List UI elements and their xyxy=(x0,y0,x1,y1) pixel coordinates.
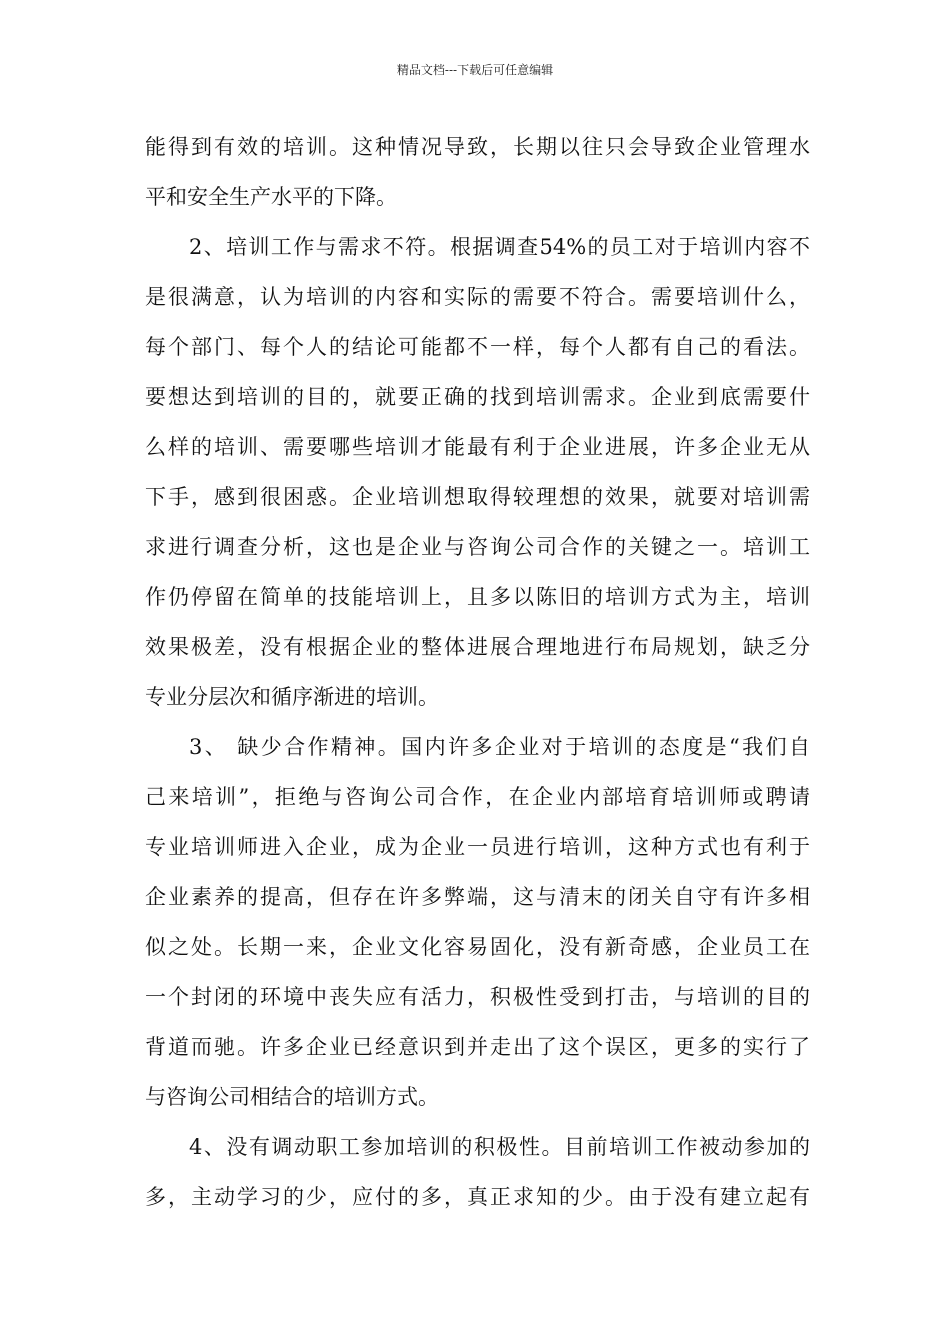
text-line: 多，主动学习的少，应付的多，真正求知的少。由于没有建立起有 xyxy=(145,1185,810,1209)
text-line: 一个封闭的环境中丧失应有活力，积极性受到打击，与培训的目的 xyxy=(145,985,810,1009)
text-line: 似之处。长期一来，企业文化容易固化，没有新奇感，企业员工在 xyxy=(145,935,810,959)
text-line: 效果极差，没有根据企业的整体进展合理地进行布局规划，缺乏分 xyxy=(145,635,810,659)
text-line: 企业素养的提高，但存在许多弊端，这与清末的闭关自守有许多相 xyxy=(145,885,810,909)
text-line: 么样的培训、需要哪些培训才能最有利于企业进展，许多企业无从 xyxy=(145,435,810,459)
text-line: 背道而驰。许多企业已经意识到并走出了这个误区，更多的实行了 xyxy=(145,1035,810,1059)
text-line: 下手，感到很困惑。企业培训想取得较理想的效果，就要对培训需 xyxy=(145,485,810,509)
text-line: 每个部门、每个人的结论可能都不一样，每个人都有自己的看法。 xyxy=(145,335,810,359)
text-line: 是很满意，认为培训的内容和实际的需要不符合。需要培训什么， xyxy=(145,285,810,309)
text-line: 作仍停留在简单的技能培训上，且多以陈旧的培训方式为主，培训 xyxy=(145,585,810,609)
text-line: 己来培训”，拒绝与咨询公司合作，在企业内部培育培训师或聘请 xyxy=(145,785,810,809)
text-line: 要想达到培训的目的，就要正确的找到培训需求。企业到底需要什 xyxy=(145,385,810,409)
text-line: 平和安全生产水平的下降。 xyxy=(145,185,397,209)
text-line: 专业分层次和循序渐进的培训。 xyxy=(145,685,439,709)
paragraph-heading-3: 3、 缺少合作精神。国内许多企业对于培训的态度是“我们自 xyxy=(189,735,810,759)
page-header: 精品文档---下载后可任意编辑 xyxy=(396,63,554,77)
text-line: 与咨询公司相结合的培训方式。 xyxy=(145,1085,439,1109)
text-line: 能得到有效的培训。这种情况导致，长期以往只会导致企业管理水 xyxy=(145,135,810,159)
paragraph-heading-2: 2、培训工作与需求不符。根据调查54%的员工对于培训内容不 xyxy=(189,235,810,259)
text-line: 求进行调查分析，这也是企业与咨询公司合作的关键之一。培训工 xyxy=(145,535,810,559)
paragraph-heading-4: 4、没有调动职工参加培训的积极性。目前培训工作被动参加的 xyxy=(189,1135,810,1159)
body-text xyxy=(145,128,810,1228)
text-line: 专业培训师进入企业，成为企业一员进行培训，这种方式也有利于 xyxy=(145,835,810,859)
